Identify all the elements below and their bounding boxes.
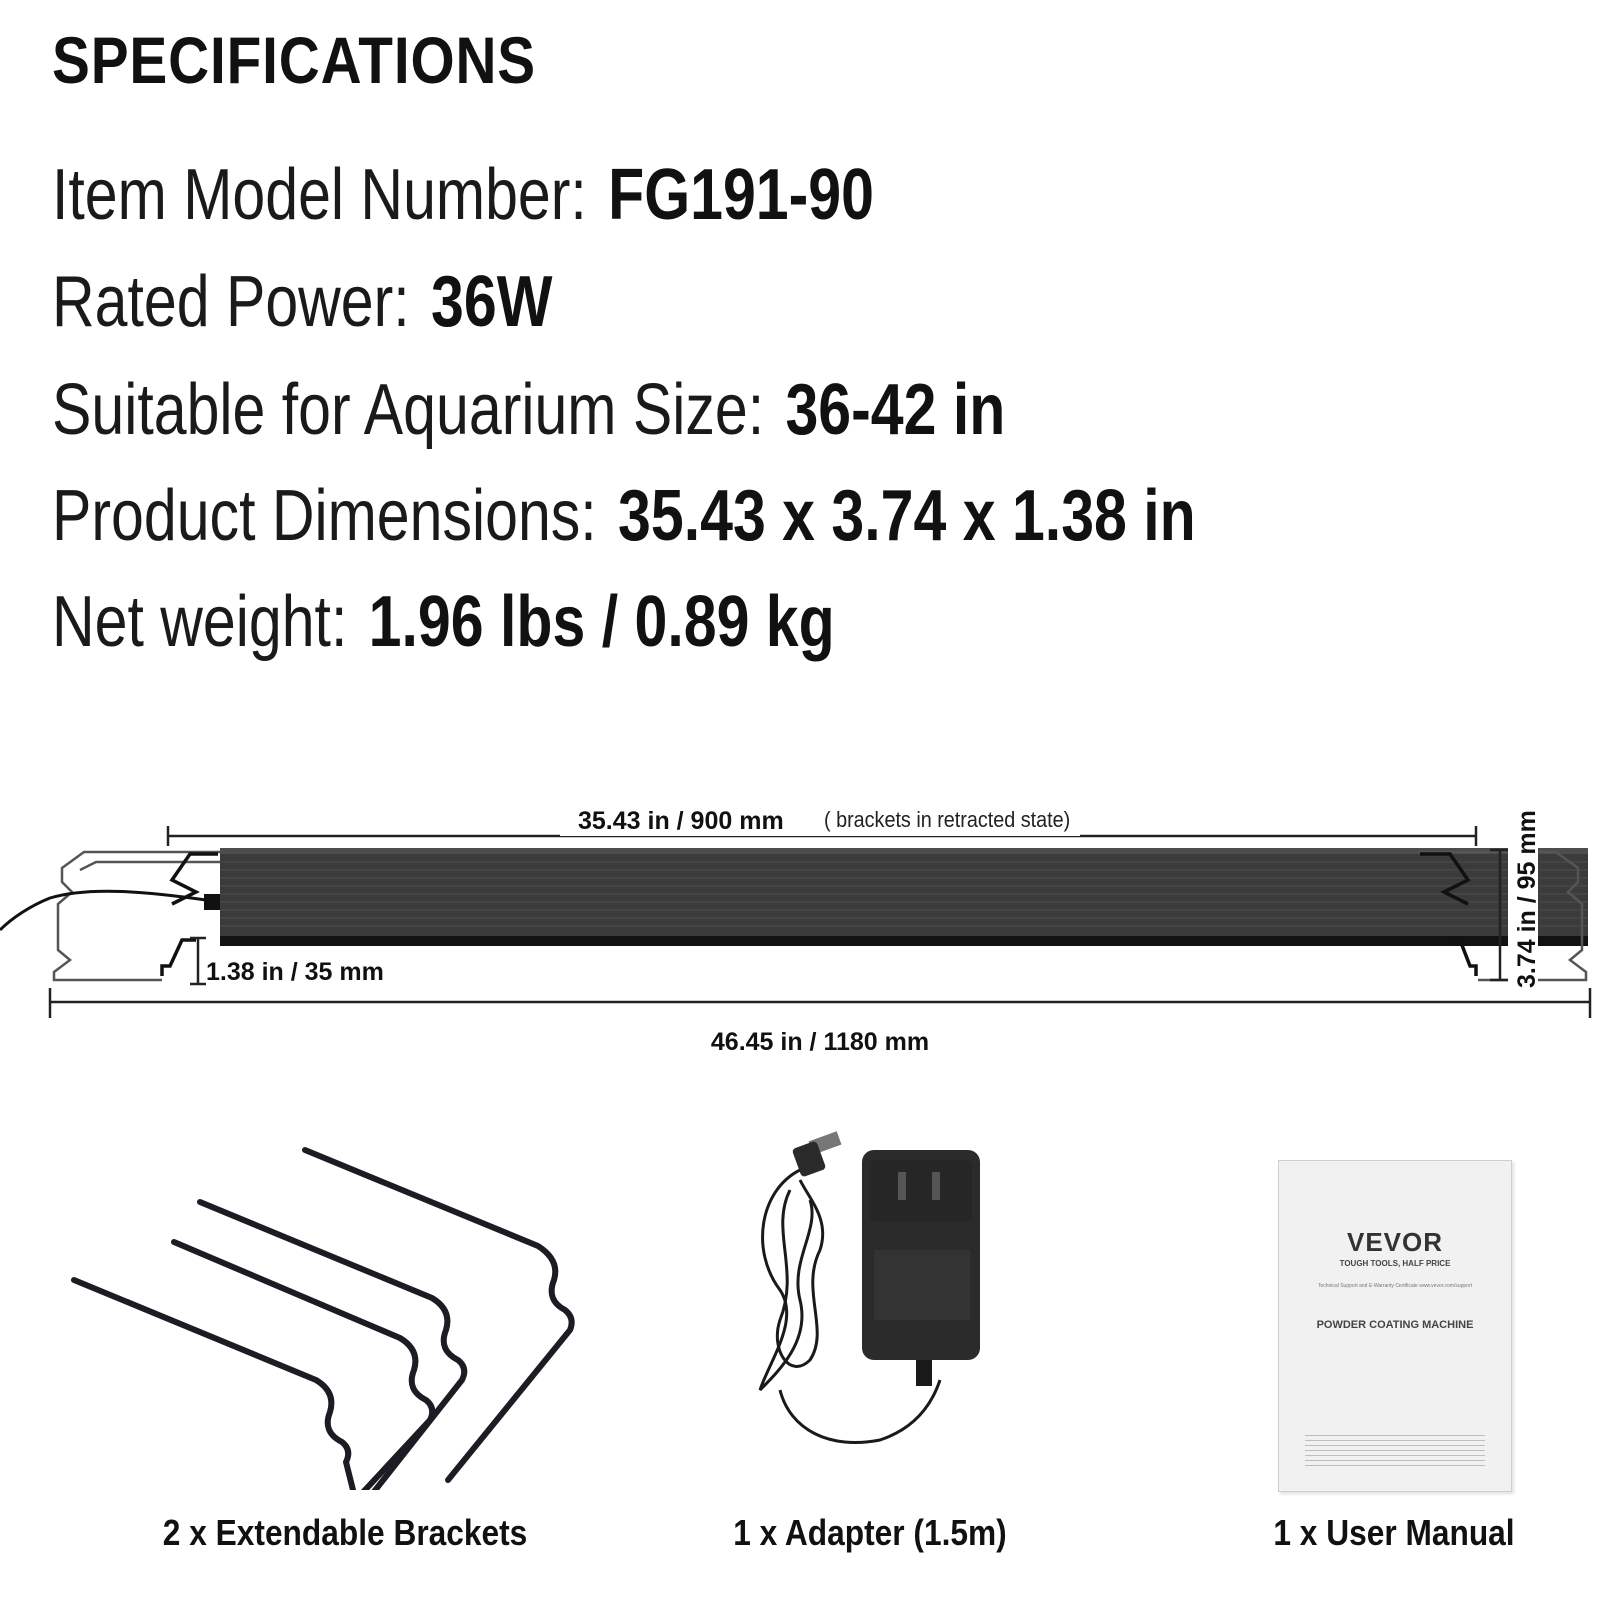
manual-brand: VEVOR: [1346, 1227, 1444, 1257]
retracted-length-label: 35.43 in / 900 mm: [578, 807, 784, 835]
spec-value: 1.96 lbs / 0.89 kg: [368, 582, 835, 662]
accessory-label-brackets: 2 x Extendable Brackets: [162, 1512, 528, 1553]
manual-fine-print: [1305, 1435, 1485, 1467]
spec-value: FG191-90: [608, 155, 874, 235]
extended-length-dimension: [50, 988, 1590, 1056]
spec-label: Rated Power:: [52, 262, 410, 342]
manual-icon: [1278, 1160, 1512, 1492]
retracted-length-dimension: [168, 806, 1476, 846]
spec-label: Product Dimensions:: [52, 476, 597, 556]
dimension-diagram: [0, 770, 1600, 1070]
spec-value: 35.43 x 3.74 x 1.38 in: [618, 476, 1196, 556]
spec-label: Net weight:: [52, 582, 348, 662]
manual-product-name: POWDER COATING MACHINE: [1316, 1319, 1474, 1331]
manual-tagline: TOUGH TOOLS, HALF PRICE: [1339, 1259, 1451, 1268]
accessory-label-manual: 1 x User Manual: [1273, 1512, 1515, 1553]
spec-value: 36-42 in: [785, 370, 1006, 450]
spec-row-power: [52, 262, 552, 342]
spec-label: Item Model Number:: [52, 155, 587, 235]
spec-value: 36W: [431, 262, 553, 342]
spec-row-weight: [52, 582, 835, 662]
power-adapter-icon: [740, 1130, 1020, 1490]
manual-support-line: Technical Support and E-Warranty Certificate www.vevor.com/support: [1317, 1283, 1473, 1289]
light-bar: [204, 848, 1588, 946]
spec-row-dimensions: [52, 476, 1196, 556]
page-title: SPECIFICATIONS: [52, 23, 537, 97]
power-cord: [0, 891, 206, 930]
bracket-icon: [60, 1130, 600, 1490]
spec-label: Suitable for Aquarium Size:: [52, 370, 765, 450]
width-label: 3.74 in / 95 mm: [1513, 810, 1541, 988]
thickness-label: 1.38 in / 35 mm: [206, 958, 384, 986]
retracted-note: ( brackets in retracted state): [824, 808, 1071, 833]
spec-row-aquarium-size: [52, 370, 1005, 450]
spec-row-model: [52, 155, 874, 235]
extended-length-label: 46.45 in / 1180 mm: [710, 1028, 930, 1056]
accessory-label-adapter: 1 x Adapter (1.5m): [733, 1512, 1007, 1553]
